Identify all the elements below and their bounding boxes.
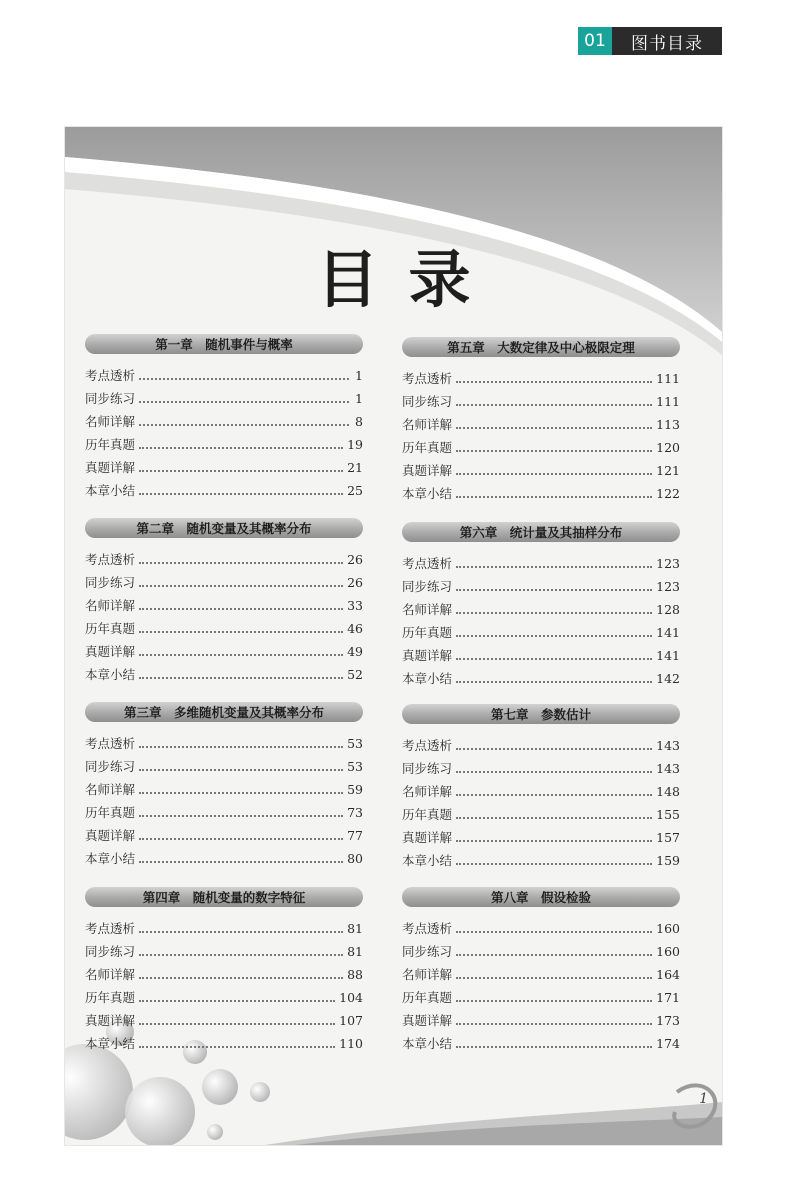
chapter-heading: 第二章 随机变量及其概率分布: [85, 518, 363, 538]
toc-column-left: [85, 334, 363, 504]
toc-entry: 名师详解 8: [85, 414, 363, 429]
toc-entry: 真题详解 49: [85, 644, 363, 659]
toc-entry: 本章小结 110: [85, 1036, 363, 1051]
toc-entry: 考点透析 123: [402, 556, 680, 571]
toc-entry: 真题详解 77: [85, 828, 363, 843]
chapter-heading: 第六章 统计量及其抽样分布: [402, 522, 680, 542]
toc-entry: 考点透析 143: [402, 738, 680, 753]
toc-column-right-3: [402, 704, 680, 874]
toc-entry: 历年真题 46: [85, 621, 363, 636]
toc-entry: 历年真题 120: [402, 440, 680, 455]
toc-entry: 本章小结 80: [85, 851, 363, 866]
toc-entry: 历年真题 19: [85, 437, 363, 452]
chapter-section: [402, 522, 680, 692]
toc-entry: 本章小结 52: [85, 667, 363, 682]
chapter-section: [85, 887, 363, 1057]
toc-entry: 同步练习 1: [85, 391, 363, 406]
toc-column-right-2: [402, 522, 680, 692]
toc-entry: 名师详解 113: [402, 417, 680, 432]
toc-entry: 名师详解 164: [402, 967, 680, 982]
toc-column-right: [402, 337, 680, 507]
toc-entry: 真题详解 121: [402, 463, 680, 478]
toc-entry: 名师详解 59: [85, 782, 363, 797]
chapter-heading: 第五章 大数定律及中心极限定理: [402, 337, 680, 357]
section-tag-number: 01: [578, 27, 612, 55]
toc-entry: 名师详解 88: [85, 967, 363, 982]
chapter-heading: 第八章 假设检验: [402, 887, 680, 907]
toc-entry: 本章小结 159: [402, 853, 680, 868]
toc-entry: 考点透析 160: [402, 921, 680, 936]
toc-entry: 考点透析 81: [85, 921, 363, 936]
toc-entry: 真题详解 21: [85, 460, 363, 475]
toc-entry: 同步练习 143: [402, 761, 680, 776]
toc-entry: 真题详解 107: [85, 1013, 363, 1028]
toc-entry: 真题详解 173: [402, 1013, 680, 1028]
toc-entry: 历年真题 73: [85, 805, 363, 820]
toc-column-left-2: [85, 518, 363, 688]
toc-page: [65, 127, 722, 1145]
chapter-heading: 第七章 参数估计: [402, 704, 680, 724]
toc-entry: 同步练习 160: [402, 944, 680, 959]
toc-entry: 同步练习 26: [85, 575, 363, 590]
toc-entry: 本章小结 25: [85, 483, 363, 498]
chapter-section: [402, 704, 680, 874]
toc-entry: 考点透析 111: [402, 371, 680, 386]
page-number: 1: [699, 1091, 708, 1107]
toc-entry: 同步练习 53: [85, 759, 363, 774]
toc-entry: 历年真题 171: [402, 990, 680, 1005]
toc-entry: 真题详解 157: [402, 830, 680, 845]
chapter-heading: 第四章 随机变量的数字特征: [85, 887, 363, 907]
toc-entry: 真题详解 141: [402, 648, 680, 663]
chapter-section: [402, 337, 680, 507]
chapter-section: [85, 702, 363, 872]
toc-column-right-4: [402, 887, 680, 1057]
toc-entry: 名师详解 33: [85, 598, 363, 613]
toc-entry: 考点透析 1: [85, 368, 363, 383]
toc-column-left-3: [85, 702, 363, 872]
toc-entry: 本章小结 122: [402, 486, 680, 501]
chapter-section: [402, 887, 680, 1057]
toc-entry: 考点透析 53: [85, 736, 363, 751]
toc-entry: 历年真题 141: [402, 625, 680, 640]
chapter-section: [85, 518, 363, 688]
toc-entry: 同步练习 123: [402, 579, 680, 594]
toc-column-left-4: [85, 887, 363, 1057]
toc-entry: 历年真题 155: [402, 807, 680, 822]
toc-entry: 考点透析 26: [85, 552, 363, 567]
toc-entry: 本章小结 142: [402, 671, 680, 686]
toc-entry: 历年真题 104: [85, 990, 363, 1005]
chapter-heading: 第一章 随机事件与概率: [85, 334, 363, 354]
toc-entry: 名师详解 148: [402, 784, 680, 799]
toc-entry: 本章小结 174: [402, 1036, 680, 1051]
page-title: 目录: [316, 243, 501, 316]
chapter-heading: 第三章 多维随机变量及其概率分布: [85, 702, 363, 722]
toc-entry: 同步练习 81: [85, 944, 363, 959]
section-tag: [578, 27, 722, 55]
section-tag-label: 图书目录: [631, 33, 703, 54]
chapter-section: [85, 334, 363, 504]
toc-entry: 同步练习 111: [402, 394, 680, 409]
toc-entry: 名师详解 128: [402, 602, 680, 617]
